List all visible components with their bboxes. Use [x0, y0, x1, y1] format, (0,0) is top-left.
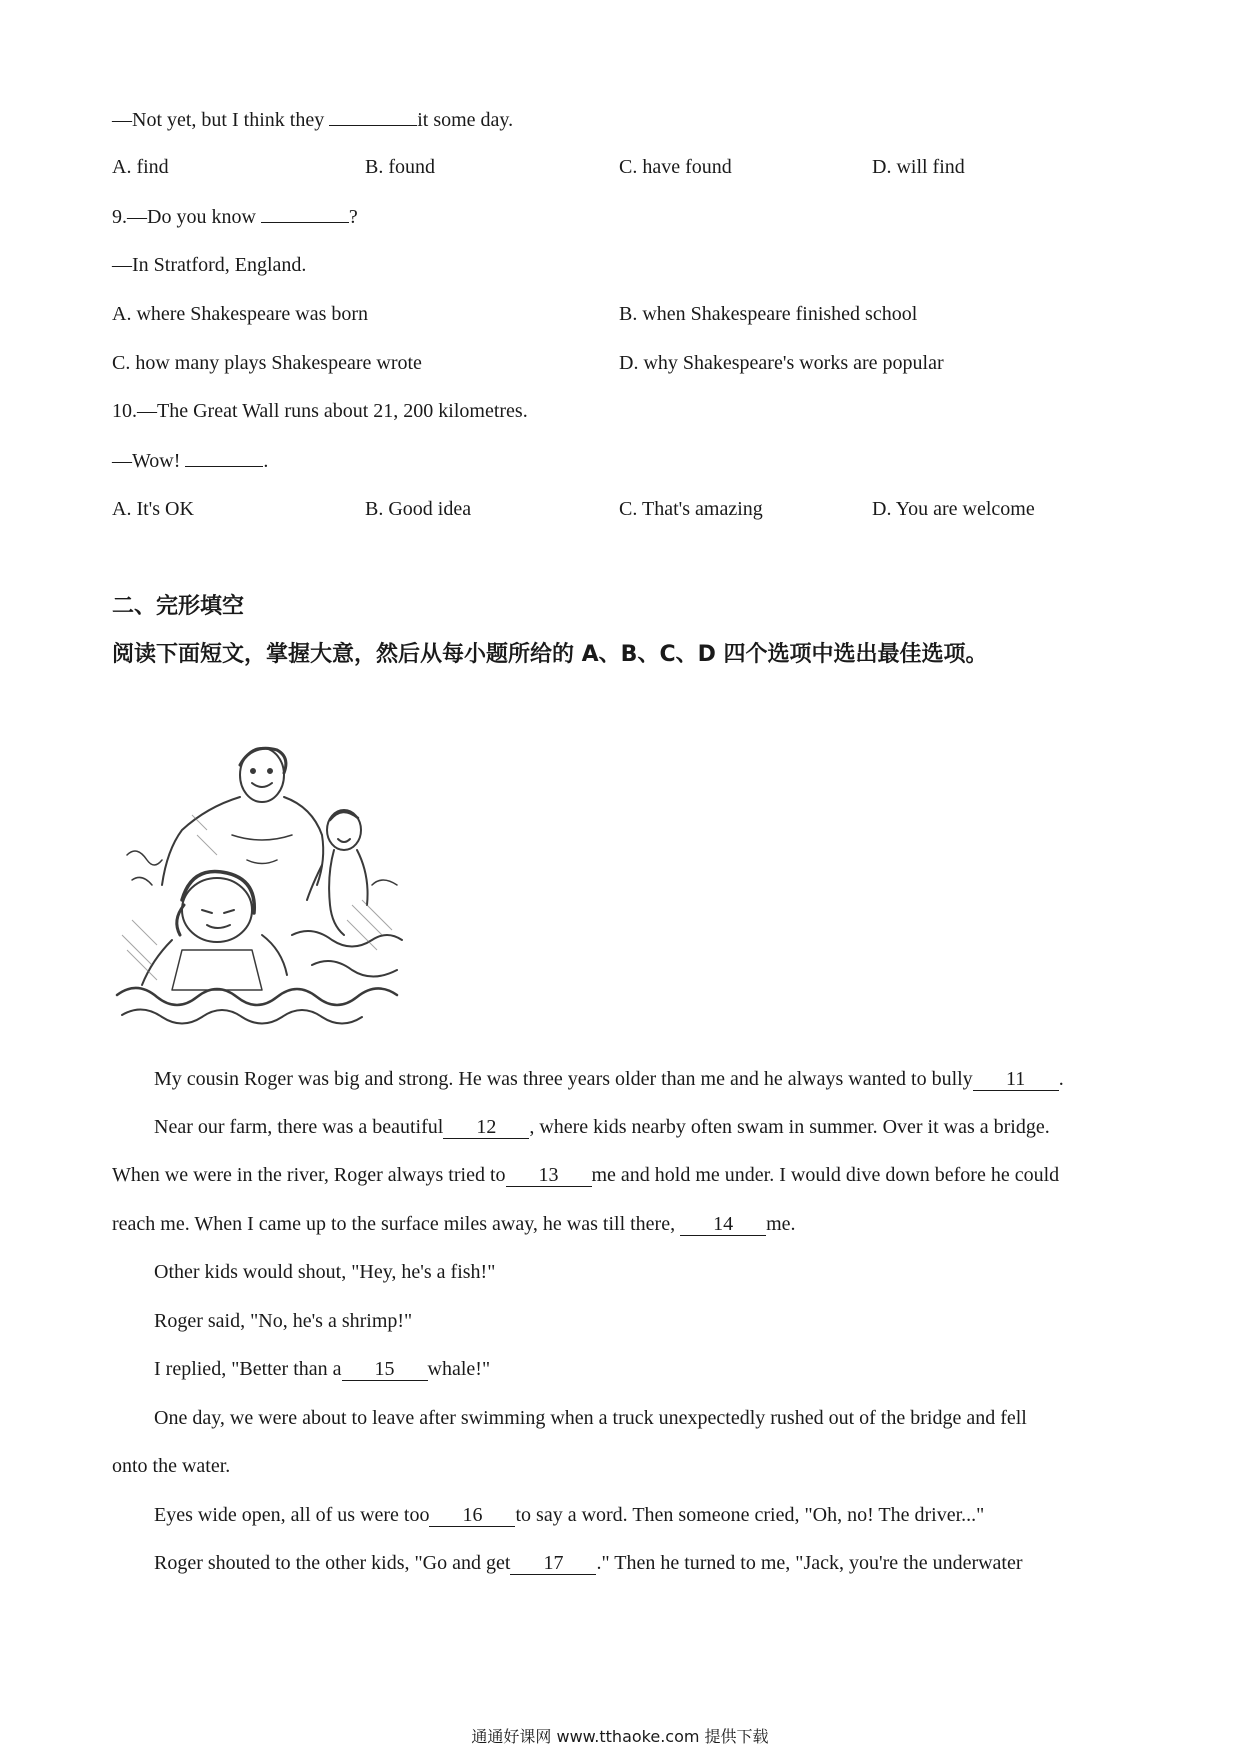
blank-15: 15 [342, 1358, 428, 1381]
q9-option-a: A. where Shakespeare was born [112, 303, 369, 325]
q8-option-d: D. will find [872, 156, 965, 178]
section-title: 二、完形填空 [112, 594, 245, 619]
passage-line-4: reach me. When I came up to the surface miles away, he was till there, 14 me. [112, 1213, 796, 1235]
blank-16: 16 [429, 1504, 515, 1527]
q10-question: 10.—The Great Wall runs about 21, 200 kilometres. [112, 400, 528, 422]
q8-blank [329, 107, 417, 126]
q9-option-c: C. how many plays Shakespeare wrote [112, 352, 422, 374]
passage-line-6: Roger said, "No, he's a shrimp!" [154, 1310, 413, 1332]
q8-option-b: B. found [365, 156, 435, 178]
section-instruction: 阅读下面短文，掌握大意，然后从每小题所给的 A、B、C、D 四个选项中选出最佳选项。 [112, 642, 988, 667]
passage-line-7: I replied, "Better than a 15 whale!" [154, 1358, 491, 1380]
q8-answer-line: —Not yet, but I think they it some day. [112, 109, 514, 131]
passage-line-11: Roger shouted to the other kids, "Go and get 17 ." Then he turned to me, "Jack, you're the underwater [154, 1552, 1023, 1574]
q9-option-b: B. when Shakespeare finished school [619, 303, 918, 325]
blank-13: 13 [506, 1164, 592, 1187]
q9-option-d: D. why Shakespeare's works are popular [619, 352, 944, 374]
q10-blank [185, 448, 263, 467]
passage-line-2: Near our farm, there was a beautiful 12 , where kids nearby often swam in summer. Over it was a bridge. [154, 1116, 1050, 1138]
passage-line-10: Eyes wide open, all of us were too 16 to say a word. Then someone cried, "Oh, no! The driver..." [154, 1504, 985, 1526]
rescue-illustration [112, 735, 407, 1035]
passage-line-8: One day, we were about to leave after swimming when a truck unexpectedly rushed out of the bridge and fell [154, 1407, 1027, 1429]
page-footer: 通通好课网 www.tthaoke.com 提供下载 [471, 1727, 769, 1746]
q9-answer: —In Stratford, England. [112, 254, 307, 276]
q9-question: 9.—Do you know ? [112, 206, 358, 228]
q10-option-d: D. You are welcome [872, 498, 1035, 520]
q8-option-a: A. find [112, 156, 169, 178]
blank-11: 11 [973, 1068, 1059, 1091]
passage-line-5: Other kids would shout, "Hey, he's a fish!" [154, 1261, 496, 1283]
passage-line-9: onto the water. [112, 1455, 231, 1477]
q10-option-a: A. It's OK [112, 498, 194, 520]
q9-blank [261, 204, 349, 223]
q10-option-c: C. That's amazing [619, 498, 763, 520]
blank-17: 17 [510, 1552, 596, 1575]
blank-14: 14 [680, 1213, 766, 1236]
q8-option-c: C. have found [619, 156, 732, 178]
passage-line-3: When we were in the river, Roger always tried to 13 me and hold me under. I would dive down before he could [112, 1164, 1060, 1186]
q10-option-b: B. Good idea [365, 498, 472, 520]
passage-line-1: My cousin Roger was big and strong. He was three years older than me and he always wanted to bully 11 . [154, 1068, 1064, 1090]
q10-answer: —Wow! . [112, 450, 269, 472]
blank-12: 12 [443, 1116, 529, 1139]
